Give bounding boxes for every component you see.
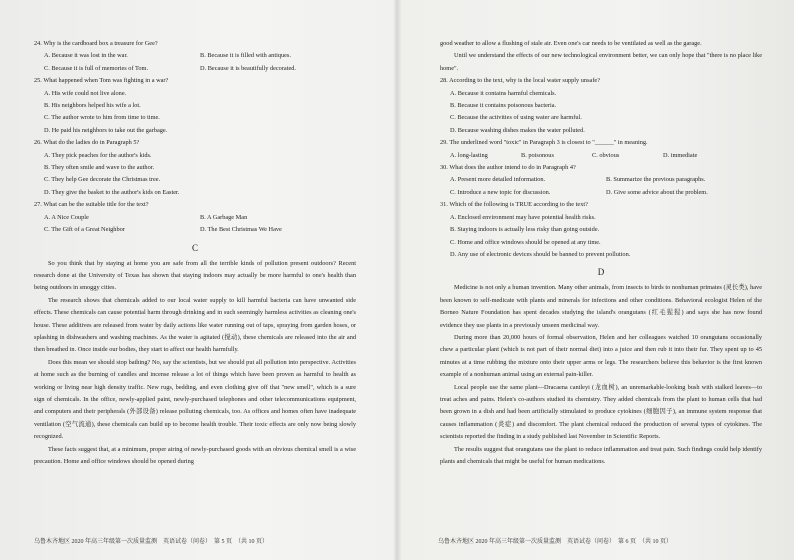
passage-paragraph: So you think that by staying at home you are safe from all the terrible kinds of pollution present outdoors? Recent research done at the University of Texas has shown that staying indoors may actually be more harmful to one's health than being outdoors in smoggy cities. — [34, 259, 356, 292]
option-b: B. poisonous — [521, 151, 554, 159]
passage-paragraph: Medicine is not only a human invention. Many other animals, from insects to birds to nonhuman primates (灵长类), have been known to self-medicate with plants and minerals for infections and other conditions. Behavioral ecologist Helen of the Borneo Nature Foundation has spent decades studying the island's orangutans (红毛猩猩) and says she has now found evidence they use plants in a previously unseen medicinal way. — [440, 284, 762, 329]
option-a: A. A Nice Couple — [44, 213, 89, 221]
option-c: C. They help Gee decorate the Christmas tree. — [44, 176, 161, 184]
option-b: B. A Garbage Man — [200, 213, 248, 221]
option-a: A. Because it contains harmful chemicals. — [450, 89, 557, 97]
question-stem: 29. The underlined word "toxic" in Paragraph 3 is closest to "______" in meaning. — [440, 139, 648, 147]
page-right — [440, 38, 762, 508]
question-27 — [34, 199, 356, 236]
section-heading: C — [191, 242, 198, 253]
page-footer: 乌鲁木齐地区 2020 年高三年级第一次质量监测 英语试卷（问卷） 第 6 页 （共 10 页） — [438, 539, 673, 545]
question-25 — [34, 75, 356, 137]
option-b: B. Because it is filled with antiques. — [200, 52, 291, 60]
option-d: D. Because it is beautifully decorated. — [200, 64, 296, 72]
question-26 — [34, 137, 356, 199]
section-heading: D — [597, 267, 605, 278]
question-stem: 28. According to the text, why is the local water supply unsafe? — [440, 77, 601, 85]
option-d: D. They give the basket to the author's kids on Easter. — [44, 188, 180, 196]
option-a: A. Enclosed environment may have potential health risks. — [450, 213, 596, 221]
option-c: C. The Gift of a Great Neighbor — [44, 226, 125, 234]
page-left — [34, 38, 356, 508]
question-stem: 27. What can be the suitable title for the text? — [34, 201, 149, 209]
passage-paragraph: During more than 20,000 hours of formal observation, Helen and her colleagues watched 10 orangutans occasionally chew a particular plant (which is not part of their normal diet) into a juice and then rub it into their fur. They spent up to 45 minutes at a time rubbing the mixture onto their upper arms or legs. The researchers believe this behavior is the first known example of a nonhuman animal using an external pain-killer. — [440, 333, 762, 379]
passage-paragraph: The research shows that chemicals added to our local water supply to kill harmful bacteria can have unwanted side effects. These chemicals can cause potential harm through drinking and in such seemingly harmless activities as cleaning one's house. These additives are released from water by daily actions like water running out of taps, spraying from garden hoses, or splashing in dishwashers and washing machines. As the water is agitated (搅动), these chemicals are released into the air and then breathed in. Once inside our bodies, they start to affect our health harmfully. — [34, 296, 356, 354]
option-a: A. long-lasting — [450, 151, 488, 159]
question-30 — [440, 162, 762, 199]
option-b: B. Staying indoors is actually less risky than going outside. — [450, 226, 600, 234]
passage-paragraph: Local people use the same plant—Dracaena cantleyi (龙血树), an unremarkable-looking bush with stalked leaves—to treat aches and pains. Helen's co-authors studied its chemistry. They added chemicals from the plant to human cells that had been grown in a dish and had been artificially stimulated to produce cytokines (细胞因子), an immune system response that causes inflammation (炎症) and discomfort. The plant chemical reduced the production of several types of cytokines. The scientists reported the finding in a study published last November in Scientific Reports. — [440, 383, 762, 441]
question-stem: 30. What does the author intend to do in Paragraph 4? — [440, 164, 576, 172]
question-28 — [440, 75, 762, 137]
option-c: C. Because it is full of memories of Tom. — [44, 64, 149, 72]
option-d: D. immediate — [663, 151, 698, 159]
option-c: C. Because the activities of using water are harmful. — [450, 114, 582, 122]
page-footer: 乌鲁木齐地区 2020 年高三年级第一次质量监测 英语试卷（问卷） 第 5 页 （共 10 页） — [34, 539, 269, 545]
option-d: D. Give some advice about the problem. — [606, 188, 708, 196]
question-stem: 31. Which of the following is TRUE according to the text? — [440, 201, 588, 209]
question-24 — [34, 38, 356, 75]
option-a: A. Because it was lost in the war. — [44, 52, 128, 60]
question-31 — [440, 199, 762, 261]
passage-paragraph: Until we understand the effects of our new technological environment better, we can only hope that "there is no place like home". — [440, 52, 762, 72]
option-b: B. Because it contains poisonous bacteria. — [450, 102, 557, 110]
question-stem: 24. Why is the cardboard box a treasure for Gee? — [34, 40, 158, 47]
option-c: C. Introduce a new topic for discussion. — [450, 188, 551, 196]
option-b: B. His neighbors helped his wife a lot. — [44, 102, 141, 110]
option-d: D. The Best Christmas We Have — [200, 226, 282, 234]
question-stem: 25. What happened when Tom was fighting in a war? — [34, 77, 169, 85]
option-c: C. Home and office windows should be opened at any time. — [450, 238, 601, 246]
passage-paragraph: The results suggest that orangutans use the plant to reduce inflammation and treat pain. Such findings could help identify plants and chemicals that might be useful for human medications. — [440, 445, 762, 465]
option-d: D. He paid his neighbors to take out the garbage. — [44, 126, 168, 134]
option-a: A. They pick peaches for the author's kids. — [44, 151, 152, 159]
question-29 — [440, 137, 762, 162]
option-c: C. The author wrote to him from time to time. — [44, 114, 160, 122]
option-b: B. Summarize the previous paragraphs. — [606, 176, 706, 184]
question-stem: 26. What do the ladies do in Paragraph 5? — [34, 139, 140, 147]
option-a: A. Present more detailed information. — [450, 176, 546, 184]
option-b: B. They often smile and wave to the author. — [44, 164, 155, 172]
option-c: C. obvious — [592, 151, 620, 159]
option-d: D. Any use of electronic devices should be banned to prevent pollution. — [450, 250, 631, 258]
passage-paragraph: good weather to allow a flushing of stale air. Even one's car needs to be ventilated as well as the garage. — [440, 40, 702, 47]
passage-paragraph: These facts suggest that, at a minimum, proper airing of newly-purchased goods with an obvious chemical smell is a wise precaution. Home and office windows should be opened during — [34, 445, 356, 465]
passage-paragraph: Does this mean we should stop bathing? No, say the scientists, but we should put all pollution into perspective. Activities at home such as the burning of candles and incense release a lot of things which have been proven as harmful to health as working or living near high density traffic. New rugs, bedding, and even clothing give off that "new smell", which is a sure sign of chemicals. In the office, newly-applied paint, newly-purchased telephones and other telecommunications equipment, and computers and their peripherals (外部设备) release polluting chemicals, too. As offices and homes often have inadequate ventilation (空气流通), these chemicals can build up to become health trouble. Their toxic effects are only now being slowly recognized. — [34, 358, 356, 441]
option-d: D. Because washing dishes makes the water polluted. — [450, 126, 585, 134]
option-a: A. His wife could not live alone. — [44, 89, 127, 97]
